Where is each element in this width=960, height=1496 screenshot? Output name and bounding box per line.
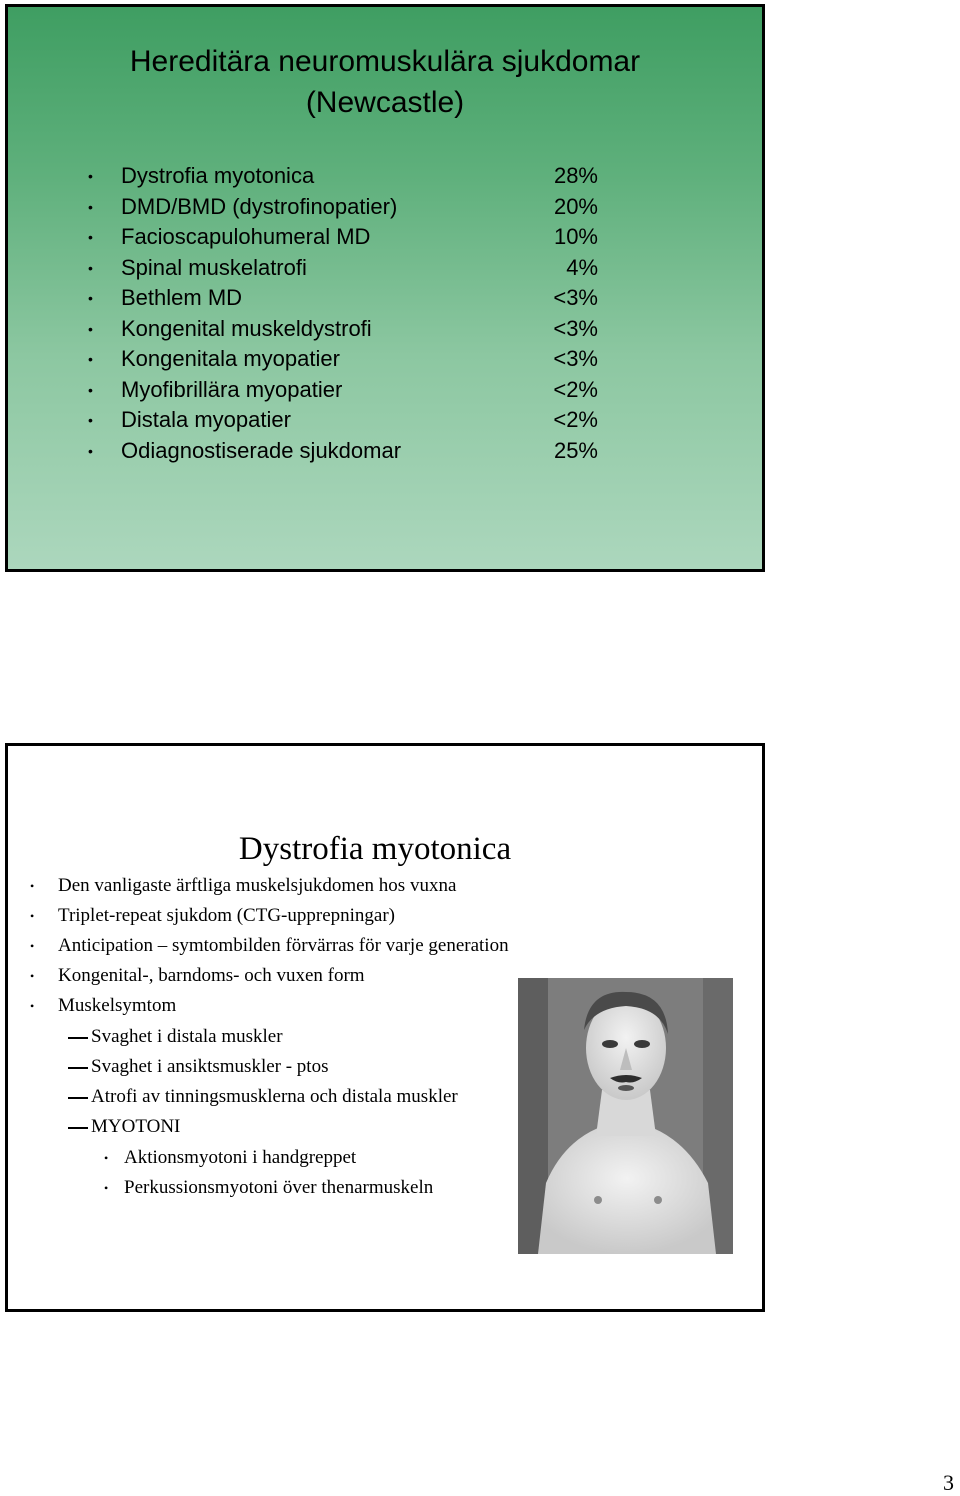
list-item: [88, 222, 608, 253]
disease-label: Odiagnostiserade sjukdomar: [121, 437, 402, 463]
list-item: [88, 375, 608, 406]
dash-icon: [68, 1127, 88, 1129]
slide-dystrofia-myotonica: [5, 743, 765, 1312]
bullet-icon: •: [88, 442, 93, 459]
dash-icon: [68, 1097, 88, 1099]
disease-percentage: 25%: [553, 437, 598, 463]
bullet-icon: •: [30, 879, 35, 893]
list-item: [88, 405, 608, 436]
list-item: [88, 253, 608, 284]
sub-item-text: Atrofi av tinningsmusklerna och distala muskler: [91, 1086, 458, 1107]
sub-sub-item-text: Aktionsmyotoni i handgreppet: [124, 1147, 357, 1168]
disease-percentage: <3%: [553, 285, 598, 310]
disease-list: [88, 161, 608, 466]
bullet-text: Anticipation – symtombilden förvärras för varje generation: [58, 935, 509, 956]
sub-sub-item-text: Perkussionsmyotoni över thenarmuskeln: [124, 1177, 434, 1198]
bullet-icon: •: [88, 351, 93, 367]
bullet-icon: •: [88, 259, 93, 276]
bullet-icon: •: [104, 1151, 109, 1165]
disease-percentage: 28%: [553, 163, 598, 188]
bullet-icon: •: [88, 290, 93, 306]
sub-item-text: MYOTONI: [91, 1116, 181, 1137]
bullet-icon: •: [30, 909, 35, 923]
disease-label: Dystrofia myotonica: [121, 163, 315, 188]
disease-label: Kongenitala myopatier: [121, 346, 340, 371]
slide1-title: [8, 41, 762, 123]
patient-photo: [518, 978, 733, 1254]
disease-label: Bethlem MD: [121, 285, 243, 310]
disease-percentage: <3%: [553, 315, 598, 341]
disease-percentage: <3%: [553, 346, 598, 371]
bullet-icon: •: [30, 999, 35, 1013]
dash-icon: [68, 1067, 88, 1069]
disease-label: Myofibrillära myopatier: [121, 376, 343, 402]
page-number: 3: [943, 1470, 954, 1495]
list-item: [88, 192, 608, 223]
bullet-icon: •: [104, 1181, 109, 1195]
bullet-icon: •: [30, 969, 35, 983]
list-item: [88, 283, 608, 314]
bullet-icon: •: [88, 412, 93, 428]
slide-hereditary-diseases: [5, 4, 765, 572]
bullet-icon: •: [30, 939, 35, 953]
disease-percentage: <2%: [553, 407, 598, 432]
bullet-text: Den vanligaste ärftliga muskelsjukdomen hos vuxna: [58, 875, 457, 896]
list-item: [88, 436, 608, 467]
slide1-title-line2: (Newcastle): [305, 86, 465, 119]
disease-label: Distala myopatier: [121, 407, 291, 432]
slide2-title: Dystrofia myotonica: [238, 831, 512, 867]
bullet-icon: •: [88, 381, 93, 398]
disease-percentage: 10%: [553, 224, 598, 249]
disease-percentage: <2%: [553, 376, 598, 402]
disease-label: Facioscapulohumeral MD: [121, 224, 371, 249]
disease-label: Kongenital muskeldystrofi: [121, 315, 372, 341]
bullet-icon: •: [88, 229, 93, 245]
list-item: [88, 344, 608, 375]
bullet-icon: •: [88, 168, 93, 184]
bullet-text: Kongenital-, barndoms- och vuxen form: [58, 965, 365, 986]
disease-percentage: 4%: [566, 254, 598, 280]
list-item: [88, 161, 608, 192]
sub-item-text: Svaghet i distala muskler: [91, 1026, 283, 1047]
bullet-icon: •: [88, 320, 93, 337]
bullet-text: Triplet-repeat sjukdom (CTG-upprepningar): [58, 905, 395, 926]
disease-percentage: 20%: [553, 193, 598, 219]
disease-label: DMD/BMD (dystrofinopatier): [121, 193, 398, 219]
bullet-text: Muskelsymtom: [58, 995, 177, 1016]
dash-icon: [68, 1037, 88, 1039]
disease-label: Spinal muskelatrofi: [121, 254, 307, 280]
bullet-icon: •: [88, 198, 93, 215]
slide1-title-line1: Hereditära neuromuskulära sjukdomar: [129, 45, 641, 78]
sub-item-text: Svaghet i ansiktsmuskler - ptos: [91, 1056, 329, 1077]
list-item: [88, 314, 608, 345]
